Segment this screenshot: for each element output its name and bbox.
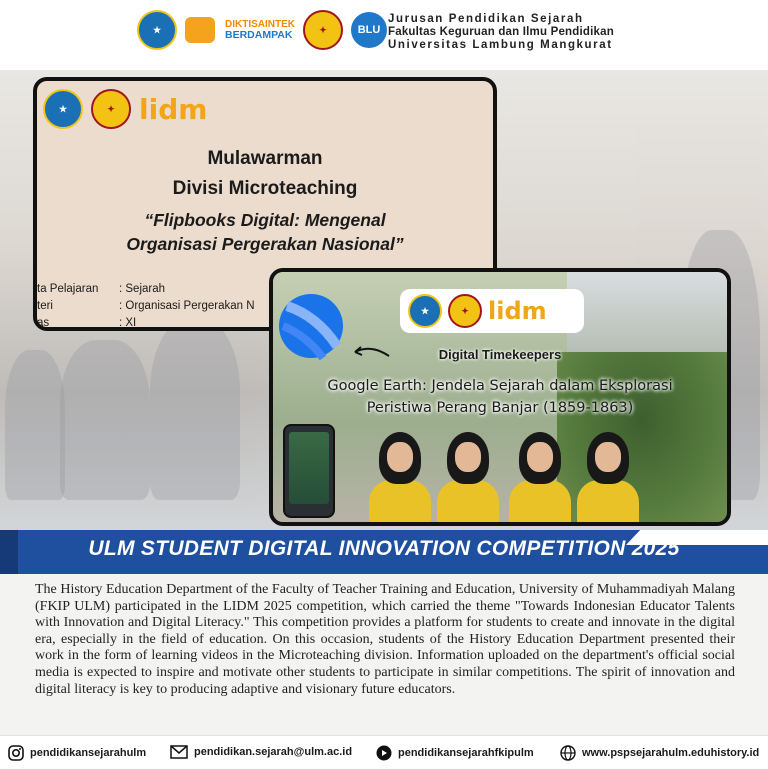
meta-value: : Sejarah xyxy=(119,283,166,295)
lidm-logo: lidm xyxy=(139,92,208,126)
phone-image xyxy=(283,424,335,518)
department-title xyxy=(388,13,614,52)
footer-bar xyxy=(0,735,768,769)
card1-subtitle-line1: “Flipbooks Digital: Mengenal xyxy=(144,210,386,230)
meta-value: : XI xyxy=(119,317,137,329)
meta-key: as xyxy=(37,317,50,329)
tutwuri-logo-icon: ★ xyxy=(137,10,177,50)
diktisaintek-logo xyxy=(225,19,295,41)
meta-row xyxy=(37,283,165,295)
card2-title xyxy=(273,375,727,419)
instagram-icon xyxy=(8,745,24,761)
youtube-icon xyxy=(376,745,392,761)
card1-subtitle-line2: Organisasi Pergerakan Nasional” xyxy=(126,234,404,254)
dept-line3: Universitas Lambung Mangkurat xyxy=(388,39,613,51)
diktisaintek-line1: DIKTISAINTEK xyxy=(225,19,295,30)
mail-icon xyxy=(170,745,188,759)
diktisaintek-line2: BERDAMPAK xyxy=(225,29,293,41)
ulm-logo-icon: ✦ xyxy=(303,10,343,50)
card1-division: Divisi Microteaching xyxy=(172,178,358,199)
meta-key: teri xyxy=(37,300,53,312)
meta-value: : Organisasi Pergerakan N xyxy=(119,300,255,312)
meta-row xyxy=(37,317,136,329)
instagram-link[interactable] xyxy=(8,745,146,761)
tutwuri-logo-icon: ★ xyxy=(408,294,442,328)
ulm-logo-icon: ✦ xyxy=(91,89,131,129)
article-description: The History Education Department of the Faculty of Teacher Training and Education, University of Muhammadiyah Malang (FKIP ULM) participated in the LIDM 2025 competition, which carried the theme "Towards Indonesian Educator Talents with Innovation and Digital Literacy." This competition provides a platform for students to create and innovate in the digital era, especially in the field of education. On this occasion, students of the History Education Department presented their work in the form of learning videos in the Microteaching division. Information uploaded on the department's official social media is expected to inspire and motivate other students to participate in similar competitions. The spirit of innovation and digital literacy is key to producing adaptive and visionary future educators. xyxy=(35,582,735,697)
dept-line1: Jurusan Pendidikan Sejarah xyxy=(388,13,584,25)
meta-row xyxy=(37,300,255,312)
card1-subtitle xyxy=(37,208,493,256)
team-name: Digital Timekeepers xyxy=(438,347,562,362)
banner-title: ULM STUDENT DIGITAL INNOVATION COMPETITION 2025 xyxy=(88,537,680,560)
email-link[interactable] xyxy=(170,745,352,759)
instagram-handle: pendidikansejarahulm xyxy=(30,747,147,759)
partner-logos xyxy=(137,10,387,50)
card1-logos xyxy=(43,89,207,129)
card2-title-line1: Google Earth: Jendela Sejarah dalam Eksplorasi xyxy=(327,378,673,394)
diktisaintek-mark-icon xyxy=(185,17,215,43)
website-url: www.pspsejarahulm.eduhistory.id xyxy=(582,747,760,759)
youtube-channel: pendidikansejarahfkipulm xyxy=(398,747,534,759)
ulm-logo-icon: ✦ xyxy=(448,294,482,328)
blu-logo: BLU xyxy=(351,12,387,48)
dept-line2: Fakultas Keguruan dan Ilmu Pendidikan xyxy=(388,26,614,38)
card2-logos xyxy=(400,289,584,333)
meta-key: ta Pelajaran xyxy=(37,283,99,295)
youtube-link[interactable] xyxy=(376,745,534,761)
google-earth-poster-card xyxy=(269,268,731,526)
lidm-logo: lidm xyxy=(488,297,547,325)
student-figure xyxy=(433,432,503,522)
email-address: pendidikan.sejarah@ulm.ac.id xyxy=(194,746,353,758)
student-figure xyxy=(365,432,435,522)
card2-title-line2: Peristiwa Perang Banjar (1859-1863) xyxy=(366,400,634,416)
globe-icon xyxy=(560,745,576,761)
student-figure xyxy=(505,432,575,522)
card1-title: Mulawarman xyxy=(207,148,323,169)
website-link[interactable] xyxy=(560,745,759,761)
tutwuri-logo-icon: ★ xyxy=(43,89,83,129)
header-bar xyxy=(0,0,768,70)
student-figure xyxy=(573,432,643,522)
